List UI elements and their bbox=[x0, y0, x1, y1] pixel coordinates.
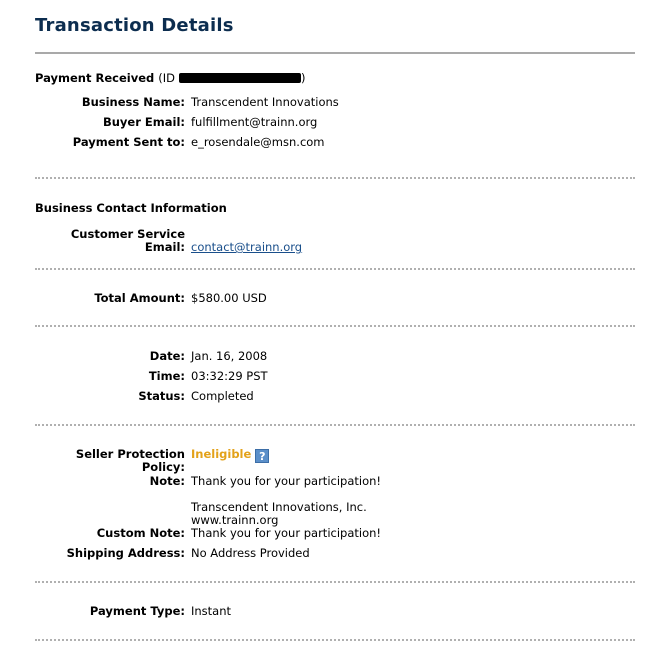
payment-received-heading bbox=[35, 71, 306, 85]
buyer-email-value: fulfillment@trainn.org bbox=[191, 115, 318, 129]
status-value: Completed bbox=[191, 389, 254, 403]
custom-note-value: Thank you for your participation! bbox=[191, 526, 382, 540]
seller-protection-label: Seller Protection bbox=[75, 447, 185, 461]
business-name-label: Business Name: bbox=[81, 95, 185, 109]
section-divider bbox=[35, 325, 635, 327]
payment-sent-to-label: Payment Sent to: bbox=[72, 135, 185, 149]
section-divider bbox=[35, 639, 635, 641]
status-label: Status: bbox=[138, 389, 185, 403]
time-label: Time: bbox=[148, 369, 185, 383]
section-divider bbox=[35, 424, 635, 426]
section-divider bbox=[35, 581, 635, 583]
seller-protection-policy-label: Policy: bbox=[141, 460, 185, 474]
customer-service-email-link[interactable]: contact@trainn.org bbox=[191, 240, 303, 254]
date-label: Date: bbox=[149, 349, 185, 363]
title-divider bbox=[35, 52, 635, 54]
date-value: Jan. 16, 2008 bbox=[191, 349, 268, 363]
time-value: 03:32:29 PST bbox=[191, 369, 268, 383]
custom-note-label: Custom Note: bbox=[96, 526, 185, 540]
customer-service-label: Customer Service bbox=[70, 227, 185, 241]
note-line-1: Thank you for your participation! bbox=[191, 474, 382, 488]
shipping-address-label: Shipping Address: bbox=[66, 546, 185, 560]
buyer-email-label: Buyer Email: bbox=[102, 115, 185, 129]
business-contact-heading: Business Contact Information bbox=[35, 201, 227, 215]
seller-protection-value-wrap bbox=[191, 448, 269, 463]
transaction-id-suffix: ) bbox=[301, 71, 306, 85]
business-name-value: Transcendent Innovations bbox=[191, 95, 339, 109]
section-divider bbox=[35, 177, 635, 179]
payment-type-label: Payment Type: bbox=[89, 604, 185, 618]
total-amount-value: $580.00 USD bbox=[191, 291, 267, 305]
section-divider bbox=[35, 268, 635, 270]
customer-service-email-label: Email: bbox=[144, 240, 185, 254]
page-title: Transaction Details bbox=[35, 15, 234, 36]
note-line-2: Transcendent Innovations, Inc. bbox=[191, 500, 367, 514]
shipping-address-value: No Address Provided bbox=[191, 546, 310, 560]
payment-type-value: Instant bbox=[191, 604, 232, 618]
transaction-id-redacted bbox=[179, 73, 301, 83]
total-amount-label: Total Amount: bbox=[94, 291, 185, 305]
payment-sent-to-value: e_rosendale@msn.com bbox=[191, 135, 325, 149]
note-label: Note: bbox=[149, 474, 185, 488]
payment-received-label: Payment Received bbox=[35, 71, 155, 85]
note-line-3: www.trainn.org bbox=[191, 513, 279, 527]
transaction-id-prefix: (ID bbox=[158, 71, 175, 85]
help-icon[interactable]: ? bbox=[255, 449, 269, 463]
seller-protection-status: Ineligible bbox=[191, 447, 252, 461]
